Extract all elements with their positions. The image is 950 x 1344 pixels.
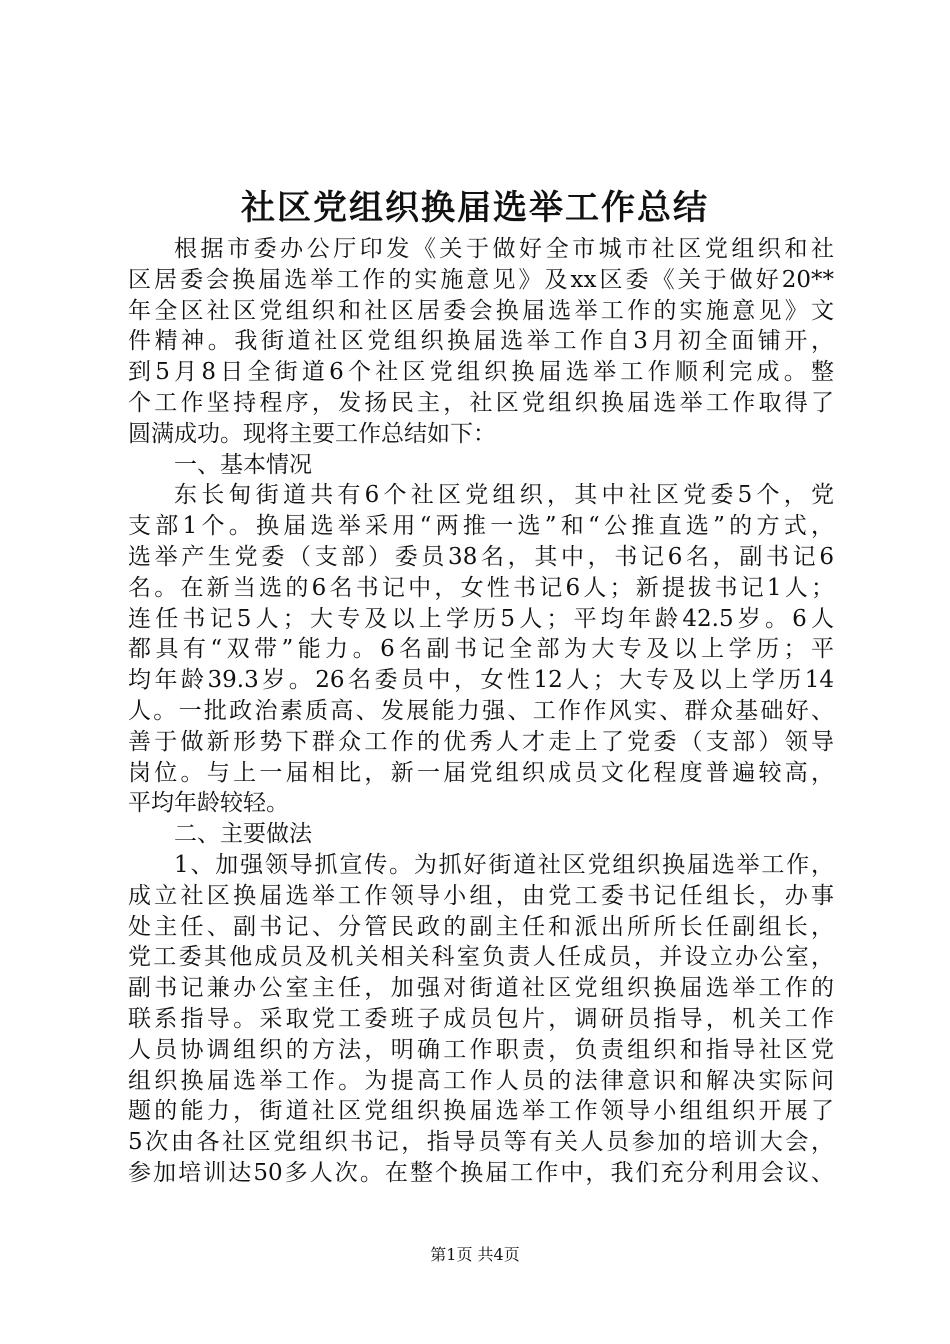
body-line: 党工委其他成员及机关相关科室负责人任成员，并设立办公室，: [128, 944, 834, 971]
body-line: 选举产生党委（支部）委员38名，其中，书记6名，副书记6: [128, 543, 834, 570]
body-line: 根据市委办公厅印发《关于做好全市城市社区党组织和社: [174, 236, 834, 262]
page-number: 第1页 共4页: [430, 1245, 520, 1264]
body-line: 处主任、副书记、分管民政的副主任和派出所所长任副组长，: [128, 913, 834, 940]
body-line: 圆满成功。现将主要工作总结如下：: [128, 420, 496, 447]
body-line: 东长甸街道共有6个社区党组织，其中社区党委5个，党: [174, 482, 834, 509]
body-line: 个工作坚持程序，发扬民主，社区党组织换届选举工作取得了: [128, 389, 834, 416]
document-title: 社区党组织换届选举工作总结: [241, 188, 709, 228]
body-line: 都具有“双带”能力。6名副书记全部为大专及以上学历；平: [128, 636, 834, 663]
body-line: 件精神。我街道社区党组织换届选举工作自3月初全面铺开，: [128, 328, 834, 355]
body-line: 岗位。与上一届相比，新一届党组织成员文化程度普遍较高，: [128, 759, 834, 786]
body-line: 名。在新当选的6名书记中，女性书记6人；新提拔书记1人；: [128, 574, 834, 601]
body-line: 连任书记5人；大专及以上学历5人；平均年龄42.5岁。6人: [128, 605, 834, 632]
body-line: 人。一批政治素质高、发展能力强、工作作风实、群众基础好、: [128, 697, 834, 724]
body-line: 5次由各社区党组织书记，指导员等有关人员参加的培训大会，: [128, 1129, 834, 1156]
body-line: 支部1个。换届选举采用“两推一选”和“公推直选”的方式，: [128, 513, 834, 540]
document-body: [128, 234, 834, 1189]
body-line: 平均年龄较轻。: [128, 790, 289, 817]
body-line: 题的能力，街道社区党组织换届选举工作领导小组组织开展了: [128, 1098, 834, 1125]
section-heading: 二、主要做法: [174, 821, 312, 848]
body-line: 联系指导。采取党工委班子成员包片，调研员指导，机关工作: [128, 1005, 834, 1032]
body-line: 1、加强领导抓宣传。为抓好街道社区党组织换届选举工作，: [174, 851, 834, 878]
body-line: 组织换届选举工作。为提高工作人员的法律意识和解决实际问: [128, 1067, 834, 1094]
section-heading: 一、基本情况: [174, 451, 312, 478]
body-line: 人员协调组织的方法，明确工作职责，负责组织和指导社区党: [128, 1036, 834, 1063]
body-line: 均年龄39.3岁。26名委员中，女性12人；大专及以上学历14: [128, 667, 834, 694]
body-line: 副书记兼办公室主任，加强对街道社区党组织换届选举工作的: [128, 975, 834, 1002]
body-line: 区居委会换届选举工作的实施意见》及xx区委《关于做好20**: [128, 266, 834, 293]
body-line: 年全区社区党组织和社区居委会换届选举工作的实施意见》文: [128, 297, 834, 324]
body-line: 善于做新形势下群众工作的优秀人才走上了党委（支部）领导: [128, 728, 834, 755]
page-footer: [0, 1244, 950, 1266]
body-line: 成立社区换届选举工作领导小组，由党工委书记任组长，办事: [128, 882, 834, 909]
body-line: 到5月8日全街道6个社区党组织换届选举工作顺利完成。整: [128, 359, 834, 386]
body-line: 参加培训达50多人次。在整个换届工作中，我们充分利用会议、: [128, 1159, 834, 1186]
